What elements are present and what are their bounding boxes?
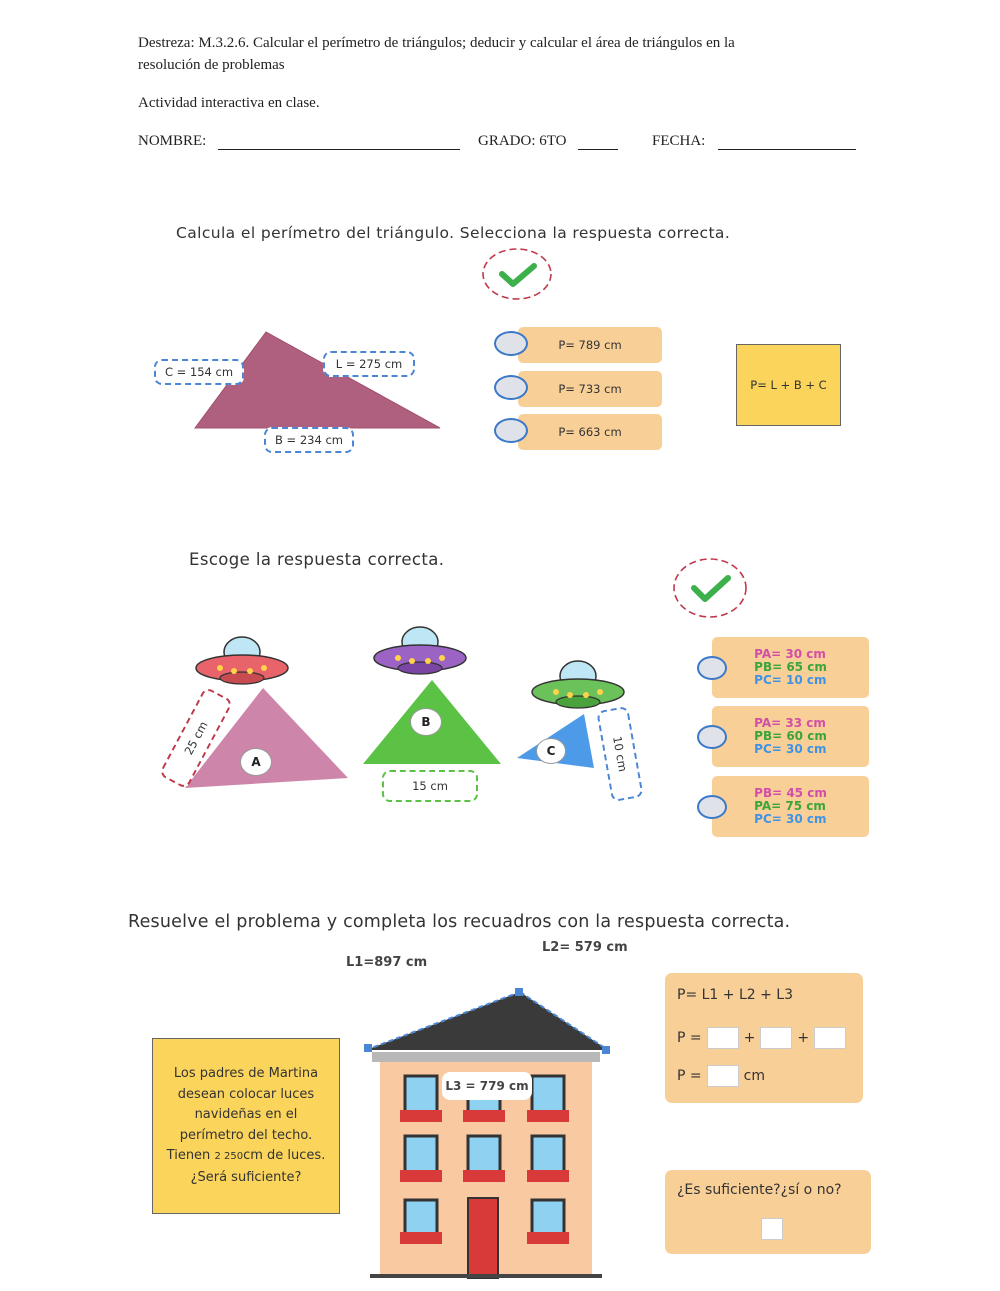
p-label-2: P = [677, 1068, 702, 1084]
label-10cm: 10 cm [596, 706, 643, 802]
actividad-text: Actividad interactiva en clase. [138, 95, 320, 111]
radio-option-set-1[interactable] [697, 656, 727, 680]
ufo-icon-c [528, 654, 628, 714]
answer-panel [665, 973, 863, 1103]
problem-cm-luces: cm de luces. [243, 1148, 326, 1163]
option-2-line-1: PA= 33 cm [754, 716, 826, 730]
option-1-line-3: PC= 10 cm [754, 673, 827, 687]
plus-1: + [743, 1030, 756, 1046]
problem-amount: 2 250 [214, 1151, 244, 1162]
section2-title: Escoge la respuesta correcta. [189, 550, 445, 569]
option-set-1[interactable] [712, 637, 869, 698]
radio-option-set-3[interactable] [697, 795, 727, 819]
l3-label: L3 = 779 cm [442, 1072, 532, 1100]
label-c: C = 154 cm [154, 359, 244, 385]
problem-line-3: navideñas en el [194, 1107, 298, 1122]
option-663[interactable]: P= 663 cm [518, 414, 662, 450]
answer-input-si-no[interactable] [761, 1218, 783, 1240]
option-set-2[interactable] [712, 706, 869, 767]
option-2-line-3: PC= 30 cm [754, 742, 827, 756]
tri-c-label: C [536, 738, 566, 764]
answer-input-total[interactable] [707, 1065, 739, 1087]
fecha-line [718, 149, 856, 150]
section1-title: Calcula el perímetro del triángulo. Selecciona la respuesta correcta. [176, 224, 731, 242]
ufo-icon-b [370, 620, 470, 680]
ufo-icon-a [192, 630, 292, 690]
check-icon-2 [670, 556, 750, 620]
grado-line [578, 149, 618, 150]
nombre-line [218, 149, 460, 150]
problem-line-5 [167, 1146, 326, 1168]
cm-unit: cm [743, 1068, 765, 1084]
option-set-3[interactable] [712, 776, 869, 837]
label-b: B = 234 cm [264, 427, 354, 453]
question-panel [665, 1170, 871, 1254]
option-3-line-1: PB= 45 cm [754, 786, 827, 800]
perimeter-formula: P= L1 + L2 + L3 [677, 987, 794, 1003]
formula-note: P= L + B + C [736, 344, 841, 426]
option-789[interactable]: P= 789 cm [518, 327, 662, 363]
option-1-line-2: PB= 65 cm [754, 660, 827, 674]
option-3-line-2: PA= 75 cm [754, 799, 826, 813]
l2-label: L2= 579 cm [542, 940, 628, 955]
plus-2: + [797, 1030, 810, 1046]
grado-label: GRADO: 6TO [478, 133, 567, 149]
problem-line-4: perímetro del techo. [179, 1127, 313, 1143]
question-text: ¿Es suficiente?¿sí o no? [677, 1182, 842, 1198]
l1-label: L1=897 cm [346, 955, 428, 970]
nombre-label: NOMBRE: [138, 133, 207, 149]
answer-input-l1[interactable] [707, 1027, 739, 1049]
problem-line-1: Los padres de Martina [173, 1066, 319, 1081]
tri-a-label: A [240, 748, 272, 776]
option-1-line-1: PA= 30 cm [754, 647, 826, 661]
label-l: L = 275 cm [323, 351, 415, 377]
destreza-line-2: resolución de problemas [138, 57, 285, 73]
p-label-1: P = [677, 1030, 702, 1046]
problem-line-2: desean colocar luces [177, 1086, 315, 1102]
fecha-label: FECHA: [652, 133, 706, 149]
problem-tienen: Tienen [166, 1148, 211, 1163]
section3-title: Resuelve el problema y completa los recuadros con la respuesta correcta. [128, 912, 791, 932]
destreza-line-1: Destreza: M.3.2.6. Calcular el perímetro de triángulos; deducir y calcular el área de triángulos en la [138, 35, 735, 51]
problem-line-6: ¿Será suficiente? [190, 1169, 302, 1185]
tri-b-label: B [410, 708, 442, 736]
label-15cm: 15 cm [382, 770, 478, 802]
label-25cm: 25 cm [158, 686, 233, 789]
radio-option-663[interactable] [494, 418, 528, 443]
house-illustration [360, 988, 612, 1280]
radio-option-733[interactable] [494, 375, 528, 400]
answer-input-l3[interactable] [814, 1027, 846, 1049]
radio-option-set-2[interactable] [697, 725, 727, 749]
answer-input-l2[interactable] [760, 1027, 792, 1049]
radio-option-789[interactable] [494, 331, 528, 356]
option-733[interactable]: P= 733 cm [518, 371, 662, 407]
problem-note [152, 1038, 340, 1214]
option-2-line-2: PB= 60 cm [754, 729, 827, 743]
option-3-line-3: PC= 30 cm [754, 812, 827, 826]
check-icon [480, 246, 554, 302]
